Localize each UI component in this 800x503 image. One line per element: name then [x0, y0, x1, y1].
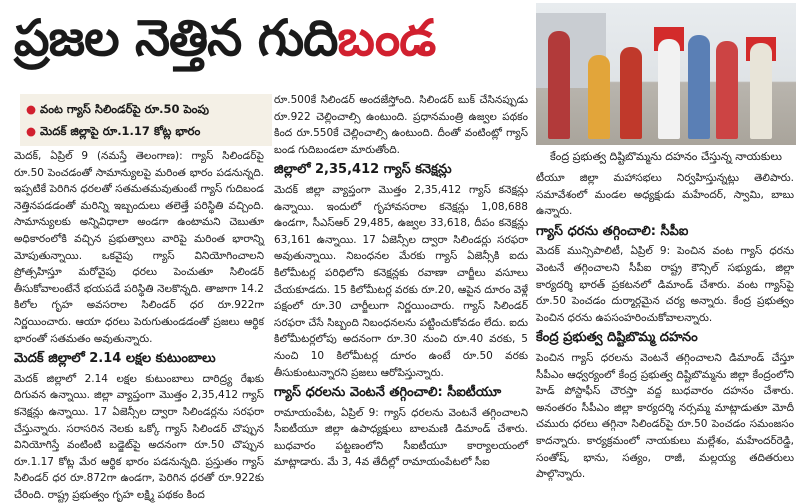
headline [14, 2, 435, 74]
subheading: జిల్లాలో 2,35,412 గ్యాస్ కనెక్షన్లు [274, 162, 452, 178]
paragraph: టీయూ జిల్లా మహాసభలు నిర్వహిస్తున్నట్లు తెలిపారు. సమావేశంలో మండల అధ్యక్షుడు మహేందర్, స్వామి, బాబు ఉన్నారు. [536, 172, 794, 218]
headline-main: ప్రజల నెత్తిన గుది [14, 9, 338, 67]
photo-person [588, 55, 610, 139]
paragraph: మెదక్ జిల్లా వ్యాప్తంగా మొత్తం 2,35,412 గ్యాస్ కనెక్షన్లు ఉన్నాయి. ఇందులో గృహావసరాల కనెక్షన్లు 1,08,688 ఉండగా, సీఎస్‌ఆర్ 29,485, ఉజ్వల 33,618, దీపం కనెక్షన్లు 63,161 ఉన్నాయి. 17 ఏజెన్సీల ద్వారా సిలిండర్లు సరఫరా అవుతున్నాయి. నిబంధనల మేరకు గ్యాస్ ఏజెన్సీకి ఐదు కిలోమీటర్ల పరిధిలోని కనెక్షన్లకు రవాణా చార్జీలు వసూలు చేయకూడదు. 15 కిలోమీటర్ల వరకు రూ.20, ఆపైన దూరం వెళ్లే పక్షంలో రూ.30 చార్జీలుగా నిర్ణయించారు. గ్యాస్ సిలిండర్ సరఫరా చేసే సిబ్బంది నిబంధనలను పట్టించుకోవడం లేదు. ఐదు కిలోమీటర్లలోపు అదనంగా రూ.30 నుంచి రూ.40 వరకు, 5 నుంచి 10 కిలోమీటర్ల దూరం ఉంటే రూ.50 వరకు తీసుకుంటున్నారని ప్రజలు ఆరోపిస్తున్నారు. [274, 183, 528, 379]
paragraph: మెదక్, ఏప్రిల్ 9 (నమస్తే తెలంగాణ): గ్యాస్ సిలిండర్‌పై రూ.50 పెంచడంతో సామాన్యులపై మరింత భారం పడనున్నది. ఇప్పటికే పెరిగిన ధరలతో సతమతమవుతుంటే గ్యాస్ గుదిబండ నెత్తినపడడంతో మరిన్ని ఇబ్బందులు తలెత్తే పరిస్థితి వచ్చింది. సామాన్యులకు అన్నివిధాలా అండగా ఉంటామని చెబుతూ అధికారంలోకి వచ్చిన ప్రభుత్వాలు వారిపై మరింత భారాన్ని మోపుతున్నాయి. ఒకవైపు గ్యాస్ వినియోగించాలని ప్రోత్సహిస్తూ మరోవైపు ధరలు పెంచుతూ సిలిండర్‌ తీసుకోవాలంటేనే భయపడే పరిస్థితి నెలకొన్నది. తాజాగా 14.2 కిలోల గృహ అవసరాల సిలిండర్ ధర రూ.922గా నిర్ణయించారు. ఆయా ధరలు పెరుగుతుండడంతో ప్రజలు ఆర్థిక భారంతో సతమతం అవుతున్నారు. [14, 150, 264, 345]
paragraph: మెదక్ మున్సిపాలిటీ, ఏప్రిల్ 9: పెంచిన వంట గ్యాస్ ధరను వెంటనే తగ్గించాలని సీపీఐ రాష్ట్ర కౌన్సిల్ సభ్యుడు, జిల్లా కార్యదర్శి భారత్ ప్రకటనలో డిమాండ్ చేశారు. వంట గ్యాస్‌పై రూ.50 పెంచడం దుర్మార్గమైన చర్య అన్నారు. కేంద్ర ప్రభుత్వం పెంచిన ధరను ఉపసంహరించుకోవాలన్నారు. [536, 245, 794, 324]
photo-person [658, 39, 680, 139]
column-2 [274, 92, 528, 471]
subheading: కేంద్ర ప్రభుత్వ దిష్టిబొమ్మ దహనం [536, 330, 698, 346]
photo-person [750, 43, 772, 139]
highlight-item: ● వంట గ్యాస్ సిలిండర్‌పై రూ.50 పెంపు [26, 102, 209, 116]
photo-person [716, 41, 738, 139]
column-1 [14, 148, 264, 503]
paragraph: మెదక్ జిల్లాలో 2.14 లక్షల కుటుంబాలు దారిద్ర్య రేఖకు దిగువన ఉన్నాయి. జిల్లా వ్యాప్తంగా మొత్తం 2,35,412 గ్యాస్ కనెక్షన్లు ఉన్నాయి. 17 ఏజెన్సీల ద్వారా సిలిండర్లను సరఫరా చేస్తున్నారు. సరాసరిన నెలకు ఒక్కో గ్యాస్ సిలిండర్‌ చొప్పున వినియోగిస్తే వంటింటి బడ్జెట్‌పై అదనంగా రూ.50 చొప్పున రూ.1.17 కోట్ల మేర ఆర్థిక భారం పడనున్నది. ప్రస్తుతం గ్యాస్ సిలిండర్ ధర రూ.872గా ఉండగా, పెరిగిన ధరతో రూ.922కు చేరింది. రాష్ట్ర ప్రభుత్వం గృహ లక్ష్మి పథకం కింద [14, 372, 264, 501]
paragraph: రూ.500కే సిలిండర్ అందజేస్తోంది. సిలిండర్ బుక్ చేసినప్పుడు రూ.922 చెల్లించాల్సి ఉంటుంది. ప్రధానమంత్రి ఉజ్వల పథకం కింద రూ.550కే చెల్లించాల్సి ఉంటుంది. దీంతో వంటింట్లో గ్యాస్ బండ గుదిబండలా మారుతోంది. [274, 94, 528, 156]
subheading: గ్యాస్ ధరను తగ్గించాలి: సీపీఐ [536, 223, 689, 239]
paragraph: పెంచిన గ్యాస్ ధరలను వెంటనే తగ్గించాలని డిమాండ్ చేస్తూ సీపీఎం ఆధ్వర్యంలో కేంద్ర ప్రభుత్వ దిష్టిబొమ్మను జిల్లా కేంద్రంలోని హెడ్ పోస్టాఫీస్ చౌరస్తా వద్ద బుధవారం దహనం చేశారు. అనంతరం సీపీఎం జిల్లా కార్యదర్శి నర్సమ్మ మాట్లాడుతూ మోదీ చమురు ధరలు తగ్గినా సిలిండర్‌పై రూ.50 పెంచడం సమంజసం కాదన్నారు. కార్యక్రమంలో నాయకులు మల్లేశం, మహేందర్‌రెడ్డి, సంతోష్, భాను, సత్యం, రాజీ, మల్లయ్య తదితరులు పాల్గొన్నారు. [536, 351, 794, 481]
photo-person [620, 47, 642, 139]
photo-person [548, 31, 570, 139]
highlight-item: ● మెదక్ జిల్లాపై రూ.1.17 కోట్ల భారం [26, 124, 201, 138]
paragraph: రామాయంపేట, ఏప్రిల్ 9: గ్యాస్ ధరలను వెంటనే తగ్గించాలని సీఐటీయూ జిల్లా ఉపాధ్యక్షులు బాలమణి డిమాండ్ చేశారు. బుధవారం పట్టణంలోని సీఐటీయూ కార్యాలయంలో మాట్లాడారు. మే 3, 4వ తేదీల్లో రామాయంపేటలో సీఐ [274, 406, 528, 469]
headline-accent: బండ [337, 9, 436, 67]
subheading: గ్యాస్ ధరలను వెంటనే తగ్గించాలి: సీఐటీయూ [274, 385, 502, 401]
bullet-dot-icon: ● [26, 124, 37, 138]
highlight-box [20, 94, 272, 146]
photo-caption: కేంద్ర ప్రభుత్వ దిష్టిబొమ్మను దహనం చేస్తున్న నాయకులు [550, 150, 782, 163]
bullet-dot-icon: ● [26, 102, 37, 116]
subheading: మెదక్ జిల్లాలో 2.14 లక్షల కుటుంబాలు [14, 351, 216, 367]
column-3 [536, 170, 794, 483]
news-photo [536, 3, 796, 145]
photo-person [688, 35, 710, 139]
